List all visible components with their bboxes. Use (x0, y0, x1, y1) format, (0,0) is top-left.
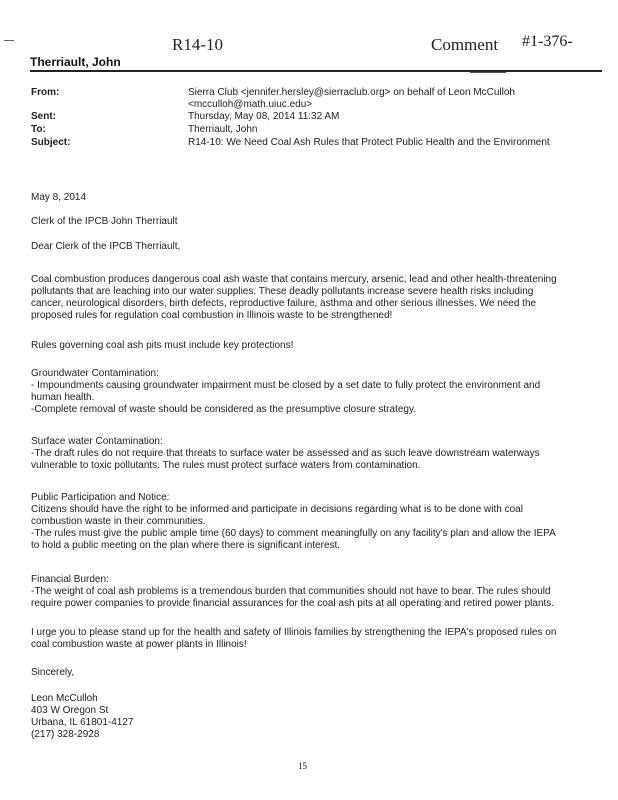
rules-intro: Rules governing coal ash pits must include key protections! (31, 340, 294, 351)
signature-phone: (217) 328-2928 (31, 729, 100, 740)
signature-block (31, 693, 579, 741)
intro-line: proposed rules for regulation coal combustion in Illinois waste to be strengthened! (31, 310, 393, 321)
letter-date: May 8, 2014 (31, 192, 87, 203)
page-number: 15 (298, 761, 307, 771)
letter-salutation: Dear Clerk of the IPCB Therriault, (31, 241, 181, 252)
signature-name: Leon McCulloh (31, 693, 98, 704)
section-title: Public Participation and Notice: (31, 492, 170, 503)
surface-water-section (31, 436, 579, 472)
from-value: Sierra Club <jennifer.hersley@sierraclub.org> on behalf of Leon McCulloh (188, 87, 515, 98)
section-line: human health. (31, 392, 95, 403)
section-line: combustion waste in their communities. (31, 516, 206, 527)
from-value-email: <mcculloh@math.uiuc.edu> (188, 99, 313, 110)
signature-street: 403 W Oregon St (31, 705, 109, 716)
header-divider (30, 70, 602, 72)
header-divider-mark (470, 72, 506, 73)
financial-burden-section (31, 574, 579, 610)
section-line: -The draft rules do not require that threats to surface water be assessed and as such leave downstream waterways (31, 448, 540, 459)
subject-label: Subject: (31, 137, 71, 148)
intro-paragraph (31, 274, 579, 322)
section-line: -The weight of coal ash problems is a tremendous burden that communities should not have to bear. The rules should (31, 586, 551, 597)
from-label: From: (31, 87, 60, 98)
section-line: -Complete removal of waste should be considered as the presumptive closure strategy. (31, 404, 417, 415)
signoff: Sincerely, (31, 667, 75, 678)
section-line: Citizens should have the right to be informed and participate in decisions regarding what is to be done with coal (31, 504, 523, 515)
closing-line: I urge you to please stand up for the health and safety of Illinois families by strengthening the IEPA's proposed rules on (31, 627, 557, 638)
sent-value: Thursday, May 08, 2014 11:32 AM (188, 111, 340, 122)
to-label: To: (31, 124, 46, 135)
signature-city: Urbana, IL 61801-4127 (31, 717, 134, 728)
intro-line: cancer, neurological disorders, birth defects, reproductive failure, asthma and other serious illnesses. We need the (31, 298, 537, 309)
section-title: Financial Burden: (31, 574, 109, 585)
sender-name: Therriault, John (30, 55, 121, 69)
closing-paragraph (31, 627, 579, 651)
public-participation-section (31, 492, 579, 552)
docket-number: R14-10 (172, 35, 223, 54)
sent-label: Sent: (31, 111, 56, 122)
to-value: Therriault, John (188, 124, 258, 135)
section-line: - Impoundments causing groundwater impairment must be closed by a set date to fully protect the environment and (31, 380, 541, 391)
section-line: vulnerable to toxic pollutants. The rules must protect surface waters from contamination. (31, 460, 421, 471)
section-title: Groundwater Contamination: (31, 368, 159, 379)
intro-line: Coal combustion produces dangerous coal ash waste that contains mercury, arsenic, lead and other health-threatening (31, 274, 557, 285)
closing-line: coal combustion waste at power plants in Illinois! (31, 639, 247, 650)
comment-label: Comment (431, 35, 499, 54)
intro-line: pollutants that are leaching into our water supplies. These deadly pollutants increase severe health risks including (31, 286, 534, 297)
section-line: -The rules must give the public ample time (60 days) to comment meaningfully on any facility's plan and allow the IEPA (31, 528, 556, 539)
section-line: to hold a public meeting on the plan where there is significant interest. (31, 540, 341, 551)
section-title: Surface water Contamination: (31, 436, 163, 447)
scan-edge-mark (4, 40, 14, 41)
section-line: require power companies to provide financial assurances for the coal ash pits at all operating and retired power plants. (31, 598, 555, 609)
groundwater-section (31, 368, 579, 416)
letter-addressee: Clerk of the IPCB John Therriault (31, 216, 178, 227)
comment-number: #1-376- (522, 33, 573, 50)
subject-value: R14-10: We Need Coal Ash Rules that Protect Public Health and the Environment (188, 137, 550, 148)
